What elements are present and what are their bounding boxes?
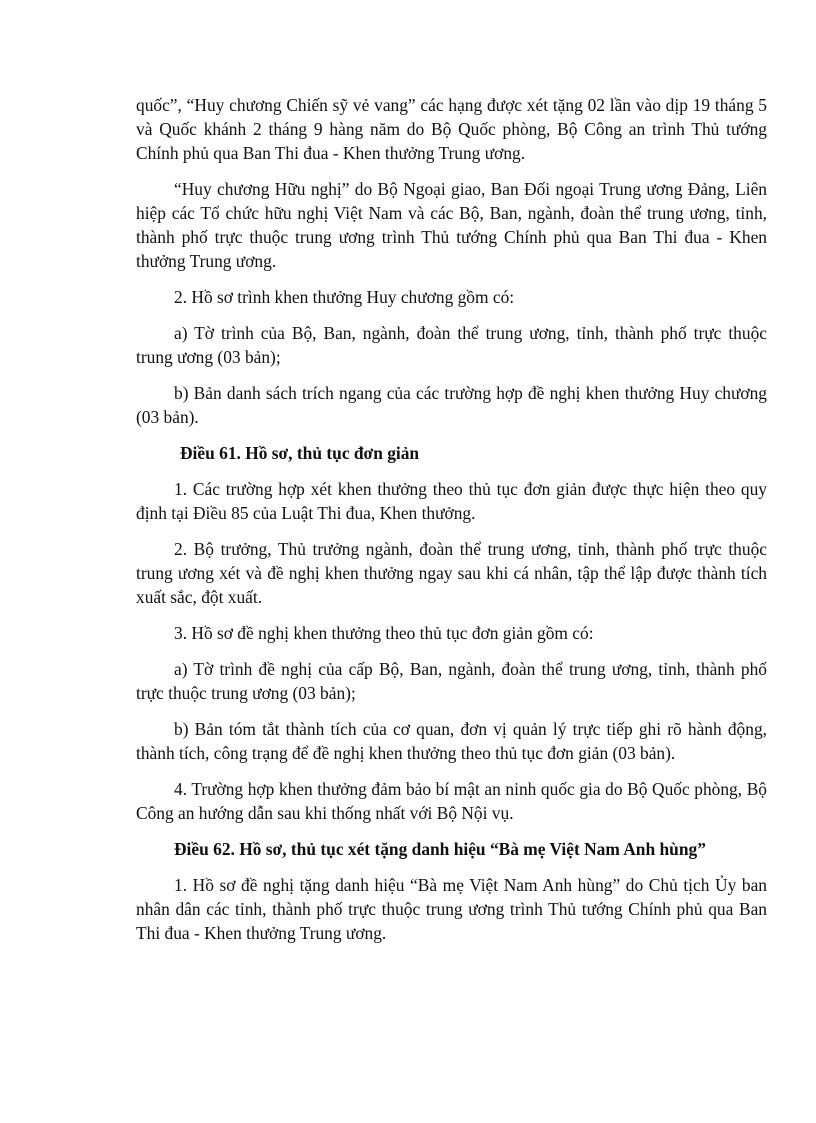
paragraph-article-61-clause-2: 2. Bộ trưởng, Thủ trưởng ngành, đoàn thể trung ương, tỉnh, thành phố trực thuộc trung ương xét và đề nghị khen thưởng ngay sau khi cá nhân, tập thể lập được thành tích xuất sắc, đột xuất. xyxy=(136,539,767,607)
paragraph-article-61-clause-3: 3. Hồ sơ đề nghị khen thưởng theo thủ tục đơn giản gồm có: xyxy=(174,623,594,643)
paragraph-medal-dossier: 2. Hồ sơ trình khen thưởng Huy chương gồm có: xyxy=(174,287,515,307)
paragraph-article-61-clause-4: 4. Trường hợp khen thưởng đảm bảo bí mật an ninh quốc gia do Bộ Quốc phòng, Bộ Công an hướng dẫn sau khi thống nhất với Bộ Nội vụ. xyxy=(136,779,767,823)
article-62-heading: Điều 62. Hồ sơ, thủ tục xét tặng danh hiệu “Bà mẹ Việt Nam Anh hùng” xyxy=(174,839,706,859)
article-61-heading: Điều 61. Hồ sơ, thủ tục đơn giản xyxy=(180,443,420,463)
paragraph-article-61-item-b: b) Bản tóm tắt thành tích của cơ quan, đơn vị quản lý trực tiếp ghi rõ hành động, thành tích, công trạng để đề nghị khen thưởng theo thủ tục đơn giản (03 bản). xyxy=(136,719,767,763)
paragraph-friendship-medal: “Huy chương Hữu nghị” do Bộ Ngoại giao, Ban Đối ngoại Trung ương Đảng, Liên hiệp các Tổ chức hữu nghị Việt Nam và các Bộ, Ban, ngành, đoàn thể trung ương, tỉnh, thành phố trực thuộc trung ương trình Thủ tướng Chính phủ qua Ban Thi đua - Khen thưởng Trung ương. xyxy=(136,179,767,271)
paragraph-item-b-list: b) Bản danh sách trích ngang của các trường hợp đề nghị khen thưởng Huy chương (03 bản). xyxy=(136,383,767,427)
document-body xyxy=(136,93,767,957)
paragraph-article-62-clause-1: 1. Hồ sơ đề nghị tặng danh hiệu “Bà mẹ Việt Nam Anh hùng” do Chủ tịch Ủy ban nhân dân các tỉnh, thành phố trực thuộc trung ương trình Thủ tướng Chính phủ qua Ban Thi đua - Khen thưởng Trung ương. xyxy=(136,875,767,943)
paragraph-article-61-clause-1: 1. Các trường hợp xét khen thưởng theo thủ tục đơn giản được thực hiện theo quy định tại Điều 85 của Luật Thi đua, Khen thưởng. xyxy=(136,479,767,523)
paragraph-article-61-item-a: a) Tờ trình đề nghị của cấp Bộ, Ban, ngành, đoàn thể trung ương, tỉnh, thành phố trực thuộc trung ương (03 bản); xyxy=(136,659,767,703)
paragraph-item-a-submission: a) Tờ trình của Bộ, Ban, ngành, đoàn thể trung ương, tỉnh, thành phố trực thuộc trung ương (03 bản); xyxy=(136,323,767,367)
paragraph-medal-schedule: quốc”, “Huy chương Chiến sỹ vẻ vang” các hạng được xét tặng 02 lần vào dịp 19 tháng 5 và Quốc khánh 2 tháng 9 hàng năm do Bộ Quốc phòng, Bộ Công an trình Thủ tướng Chính phủ qua Ban Thi đua - Khen thưởng Trung ương. xyxy=(136,95,767,163)
